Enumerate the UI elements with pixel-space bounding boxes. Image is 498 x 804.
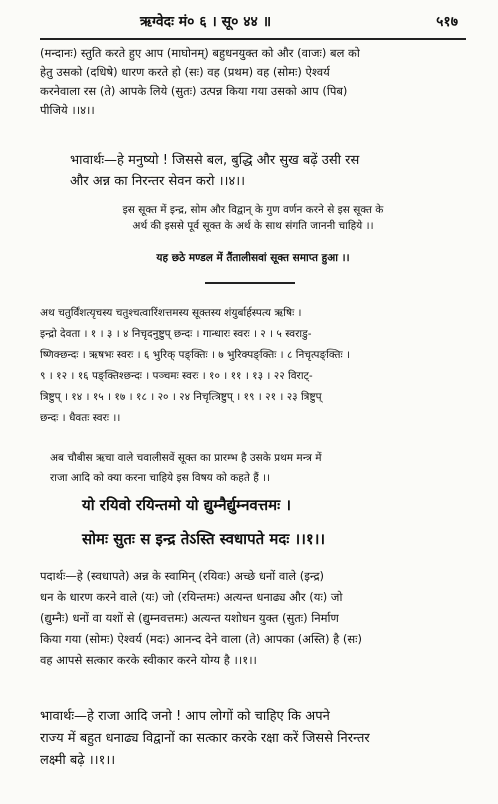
- page-header: [0, 8, 498, 34]
- text-line: छन्दः । धैवतः स्वरः ।।: [40, 412, 121, 424]
- section-separator: [205, 282, 295, 284]
- intro-paragraph: [50, 448, 466, 488]
- text-line: यह छठे मण्डल में तैंतालीसवां सूक्त समाप्त हुआ ।।: [156, 252, 350, 264]
- text-line: हेतु उसको (दधिषे) धारण करते हो (सः) वह (प्रथम) वह (सोमः) ऐश्वर्य: [40, 65, 330, 79]
- text-line: ष्णिक्छन्दः । ऋषभः स्वरः । ६ भुरिक् पङ्क्तिः । ७ भुरिक्पङ्क्तिः । ८ निचृत्पङ्क्तिः ।: [40, 349, 350, 361]
- mantra-line: यो रयिवो रयिन्तमो यो द्युम्नैर्द्युम्नवत्तमः ।: [82, 496, 292, 514]
- padartha-paragraph: [40, 566, 466, 671]
- rishi-devata-paragraph: [40, 303, 466, 429]
- text-line: करनेवाला रस (ते) आपके लिये (सुतः) उत्पन्न किया गया उसको आप (पिब): [40, 84, 348, 98]
- mantra-line: सोमः सुतः स इन्द्र तेऽस्ति स्वधापते मदः ।।१।।: [82, 530, 326, 548]
- header-rule: [40, 38, 466, 40]
- text-line: ९ । १२ । १६ पङ्क्तिश्छन्दः । पञ्चमः स्वरः । १० । ११ । १३ । २२ विराट्-: [40, 370, 313, 382]
- summary-paragraph: [40, 202, 466, 234]
- text-line: भावार्थः—हे राजा आदि जनो ! आप लोगों को चाहिए कि अपने: [40, 709, 330, 724]
- bhavartha-paragraph-2: [40, 706, 466, 772]
- text-line: राजा आदि को क्या करना चाहिये इस विषय को कहते हैं ।।: [50, 472, 271, 484]
- text-line: पदार्थः—हे (स्वधापते) अन्न के स्वामिन् (रयिवः) अच्छे धनों वाले (इन्द्र): [40, 569, 325, 583]
- text-line: और अन्न का निरन्तर सेवन करो ।।४।।: [70, 174, 246, 189]
- mantra-verse: [82, 488, 466, 556]
- bhavartha-paragraph: [70, 150, 466, 192]
- text-line: धन के धारण करने वाले (यः) जो (रयिन्तमः) अत्यन्त धनाढ्य और (यः) जो: [40, 590, 343, 604]
- text-line: (द्युम्नैः) धनों वा यशों से (द्युम्नवत्तमः) अत्यन्त यशोधन युक्त (सुतः) निर्माण: [40, 611, 339, 625]
- text-line: वह आपसे सत्कार करके स्वीकार करने योग्य है ।।१।।: [40, 653, 257, 667]
- text-line: लक्ष्मी बढ़े ।।१।।: [40, 753, 116, 768]
- text-line: अर्थ की इससे पूर्व सूक्त के अर्थ के साथ संगति जाननी चाहिये ।।: [132, 220, 374, 232]
- text-line: अब चौबीस ऋचा वाले चवालीसवें सूक्त का प्रारम्भ है उसके प्रथम मन्त्र में: [50, 452, 322, 464]
- text-line: भावार्थः—हे मनुष्यो ! जिससे बल, बुद्धि और सुख बढ़ें उसी रस: [70, 153, 360, 168]
- text-line: किया गया (सोमः) ऐश्वर्य (मदः) आनन्द देने वाला (ते) आपका (अस्ति) है (सः): [40, 632, 362, 646]
- text-line: इस सूक्त में इन्द्र, सोम और विद्वान् के गुण वर्णन करने से इस सूक्त के: [122, 204, 384, 216]
- text-line: पीजिये ।।४।।: [40, 103, 95, 117]
- running-title: ऋग्वेदः मं० ६ । सू० ४४ ॥: [140, 14, 272, 30]
- text-line: (मन्दानः) स्तुति करते हुए आप (माघोनम्) बहुधनयुक्त को और (वाजः) बल को: [40, 46, 360, 60]
- page-number: ५१७: [436, 14, 458, 30]
- text-line: अथ चतुर्विंशत्यृचस्य चतुश्चत्वारिंशत्तमस्य सूक्तस्य शंयुर्बार्हस्पत्य ऋषिः ।: [40, 307, 302, 319]
- text-line: राज्य में बहुत धनाढ्य विद्वानों का सत्कार करके रक्षा करें जिससे निरन्तर: [40, 731, 370, 746]
- conclusion-line: [40, 250, 466, 266]
- text-line: त्रिष्टुप् । १४ । १५ । १७ । १८ । २० । २४ निचृत्त्रिष्टुप् । १९ । २१ । २३ त्रिष्टुप्: [40, 391, 322, 403]
- text-line: इन्द्रो देवता । १ । ३ । ४ निचृदनुष्टुप् छन्दः । गान्धारः स्वरः । २ । ५ स्वराडु-: [40, 328, 312, 340]
- top-paragraph: [40, 44, 466, 120]
